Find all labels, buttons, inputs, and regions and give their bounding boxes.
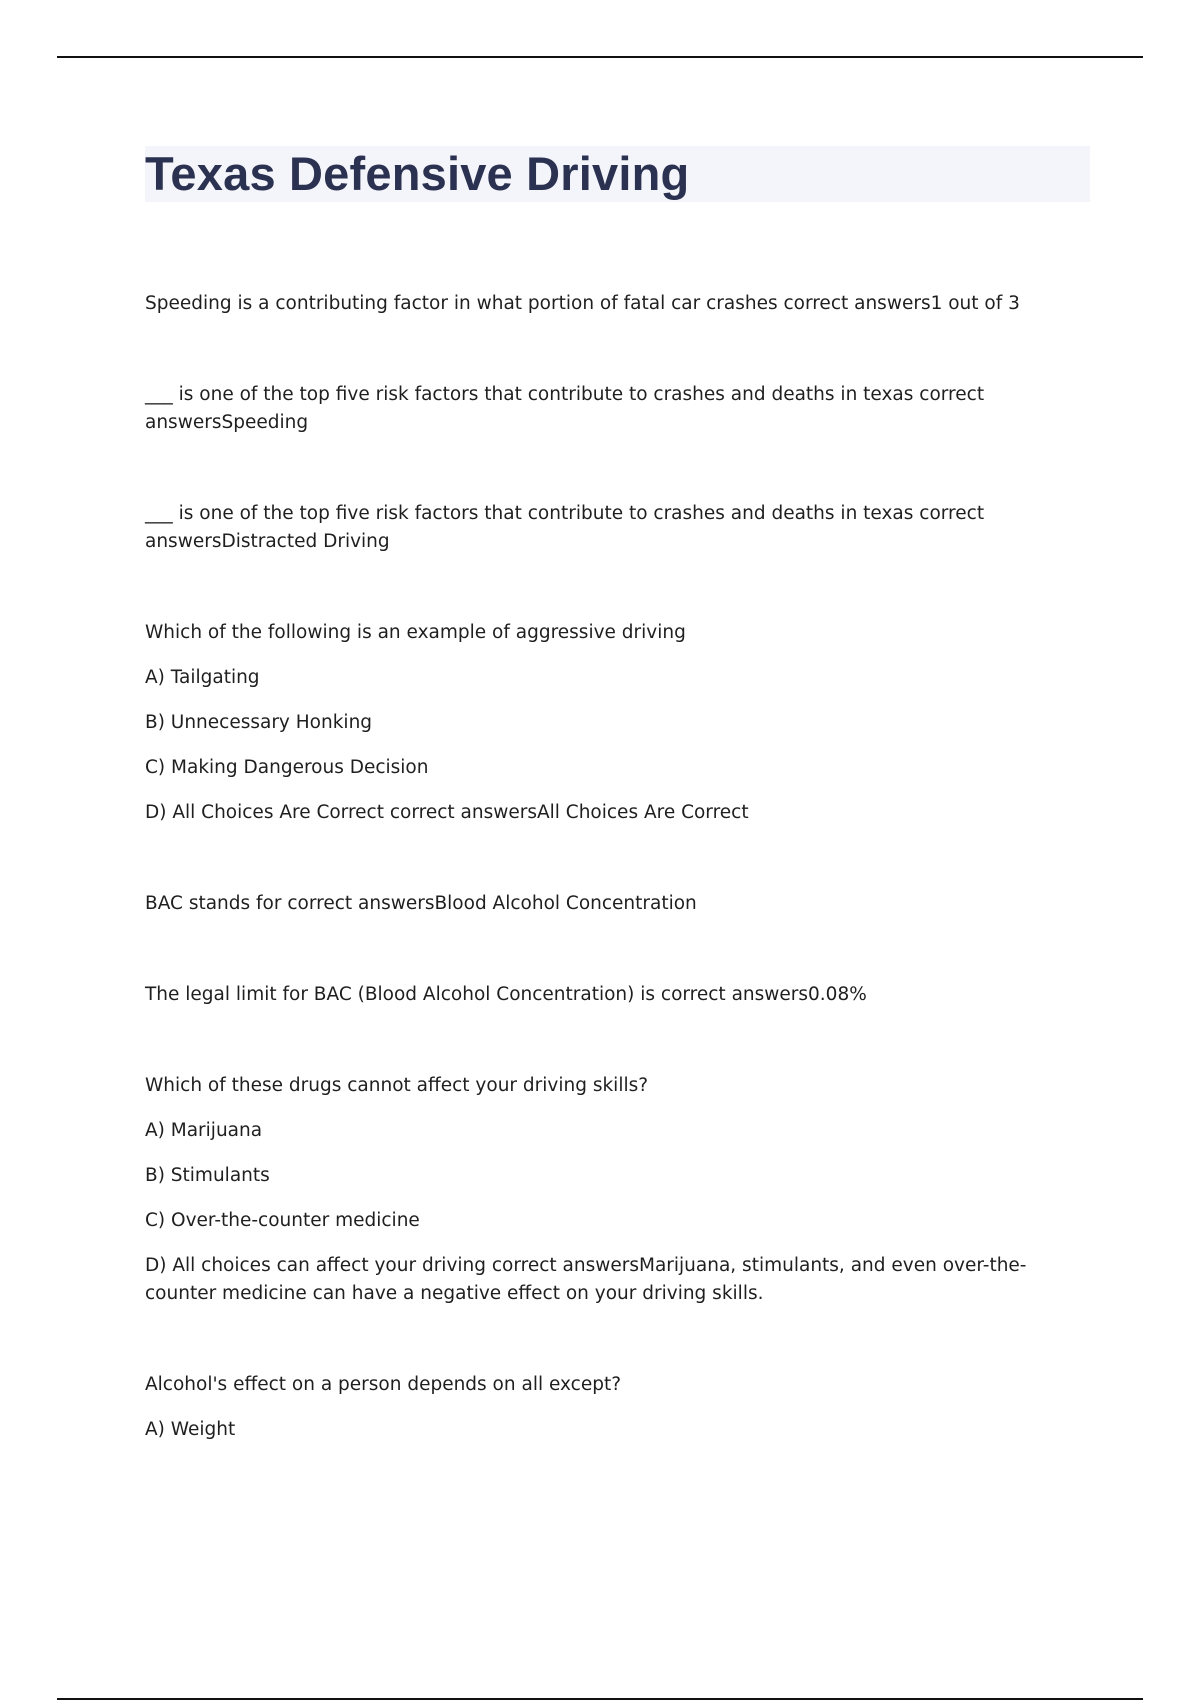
- question-text: Speeding is a contributing factor in what portion of fatal car crashes correct answers1 out of 3: [145, 293, 1020, 314]
- question-text: ___ is one of the top five risk factors that contribute to crashes and deaths in texas correct answersDistracted Driving: [145, 503, 985, 552]
- question-text: Which of these drugs cannot affect your driving skills?: [145, 1075, 649, 1096]
- answer-choice: A) Weight: [145, 1419, 236, 1440]
- answer-choice: D) All choices can affect your driving correct answersMarijuana, stimulants, and even over-the-counter medicine can have a negative effect on your driving skills.: [145, 1255, 1027, 1304]
- answer-choice: A) Tailgating: [145, 667, 260, 688]
- qa-item: [145, 890, 1085, 918]
- qa-item: [145, 1072, 1085, 1308]
- question-text: BAC stands for correct answersBlood Alcohol Concentration: [145, 893, 697, 914]
- document-body: [145, 290, 1085, 1507]
- qa-item: [145, 381, 1085, 437]
- answer-choice: C) Making Dangerous Decision: [145, 757, 429, 778]
- answer-choice: A) Marijuana: [145, 1120, 263, 1141]
- question-text: Which of the following is an example of aggressive driving: [145, 622, 686, 643]
- qa-item: [145, 290, 1085, 318]
- qa-item: [145, 500, 1085, 556]
- answer-choice: B) Stimulants: [145, 1165, 270, 1186]
- qa-item: [145, 981, 1085, 1009]
- question-text: Alcohol's effect on a person depends on all except?: [145, 1374, 622, 1395]
- question-text: ___ is one of the top five risk factors that contribute to crashes and deaths in texas correct answersSpeeding: [145, 384, 985, 433]
- question-text: The legal limit for BAC (Blood Alcohol Concentration) is correct answers0.08%: [145, 984, 867, 1005]
- answer-choice: B) Unnecessary Honking: [145, 712, 373, 733]
- qa-item: [145, 1371, 1085, 1444]
- qa-item: [145, 619, 1085, 827]
- page-title: Texas Defensive Driving: [145, 147, 690, 200]
- answer-choice: D) All Choices Are Correct correct answersAll Choices Are Correct: [145, 802, 749, 823]
- answer-choice: C) Over-the-counter medicine: [145, 1210, 420, 1231]
- header-rule: [57, 56, 1143, 58]
